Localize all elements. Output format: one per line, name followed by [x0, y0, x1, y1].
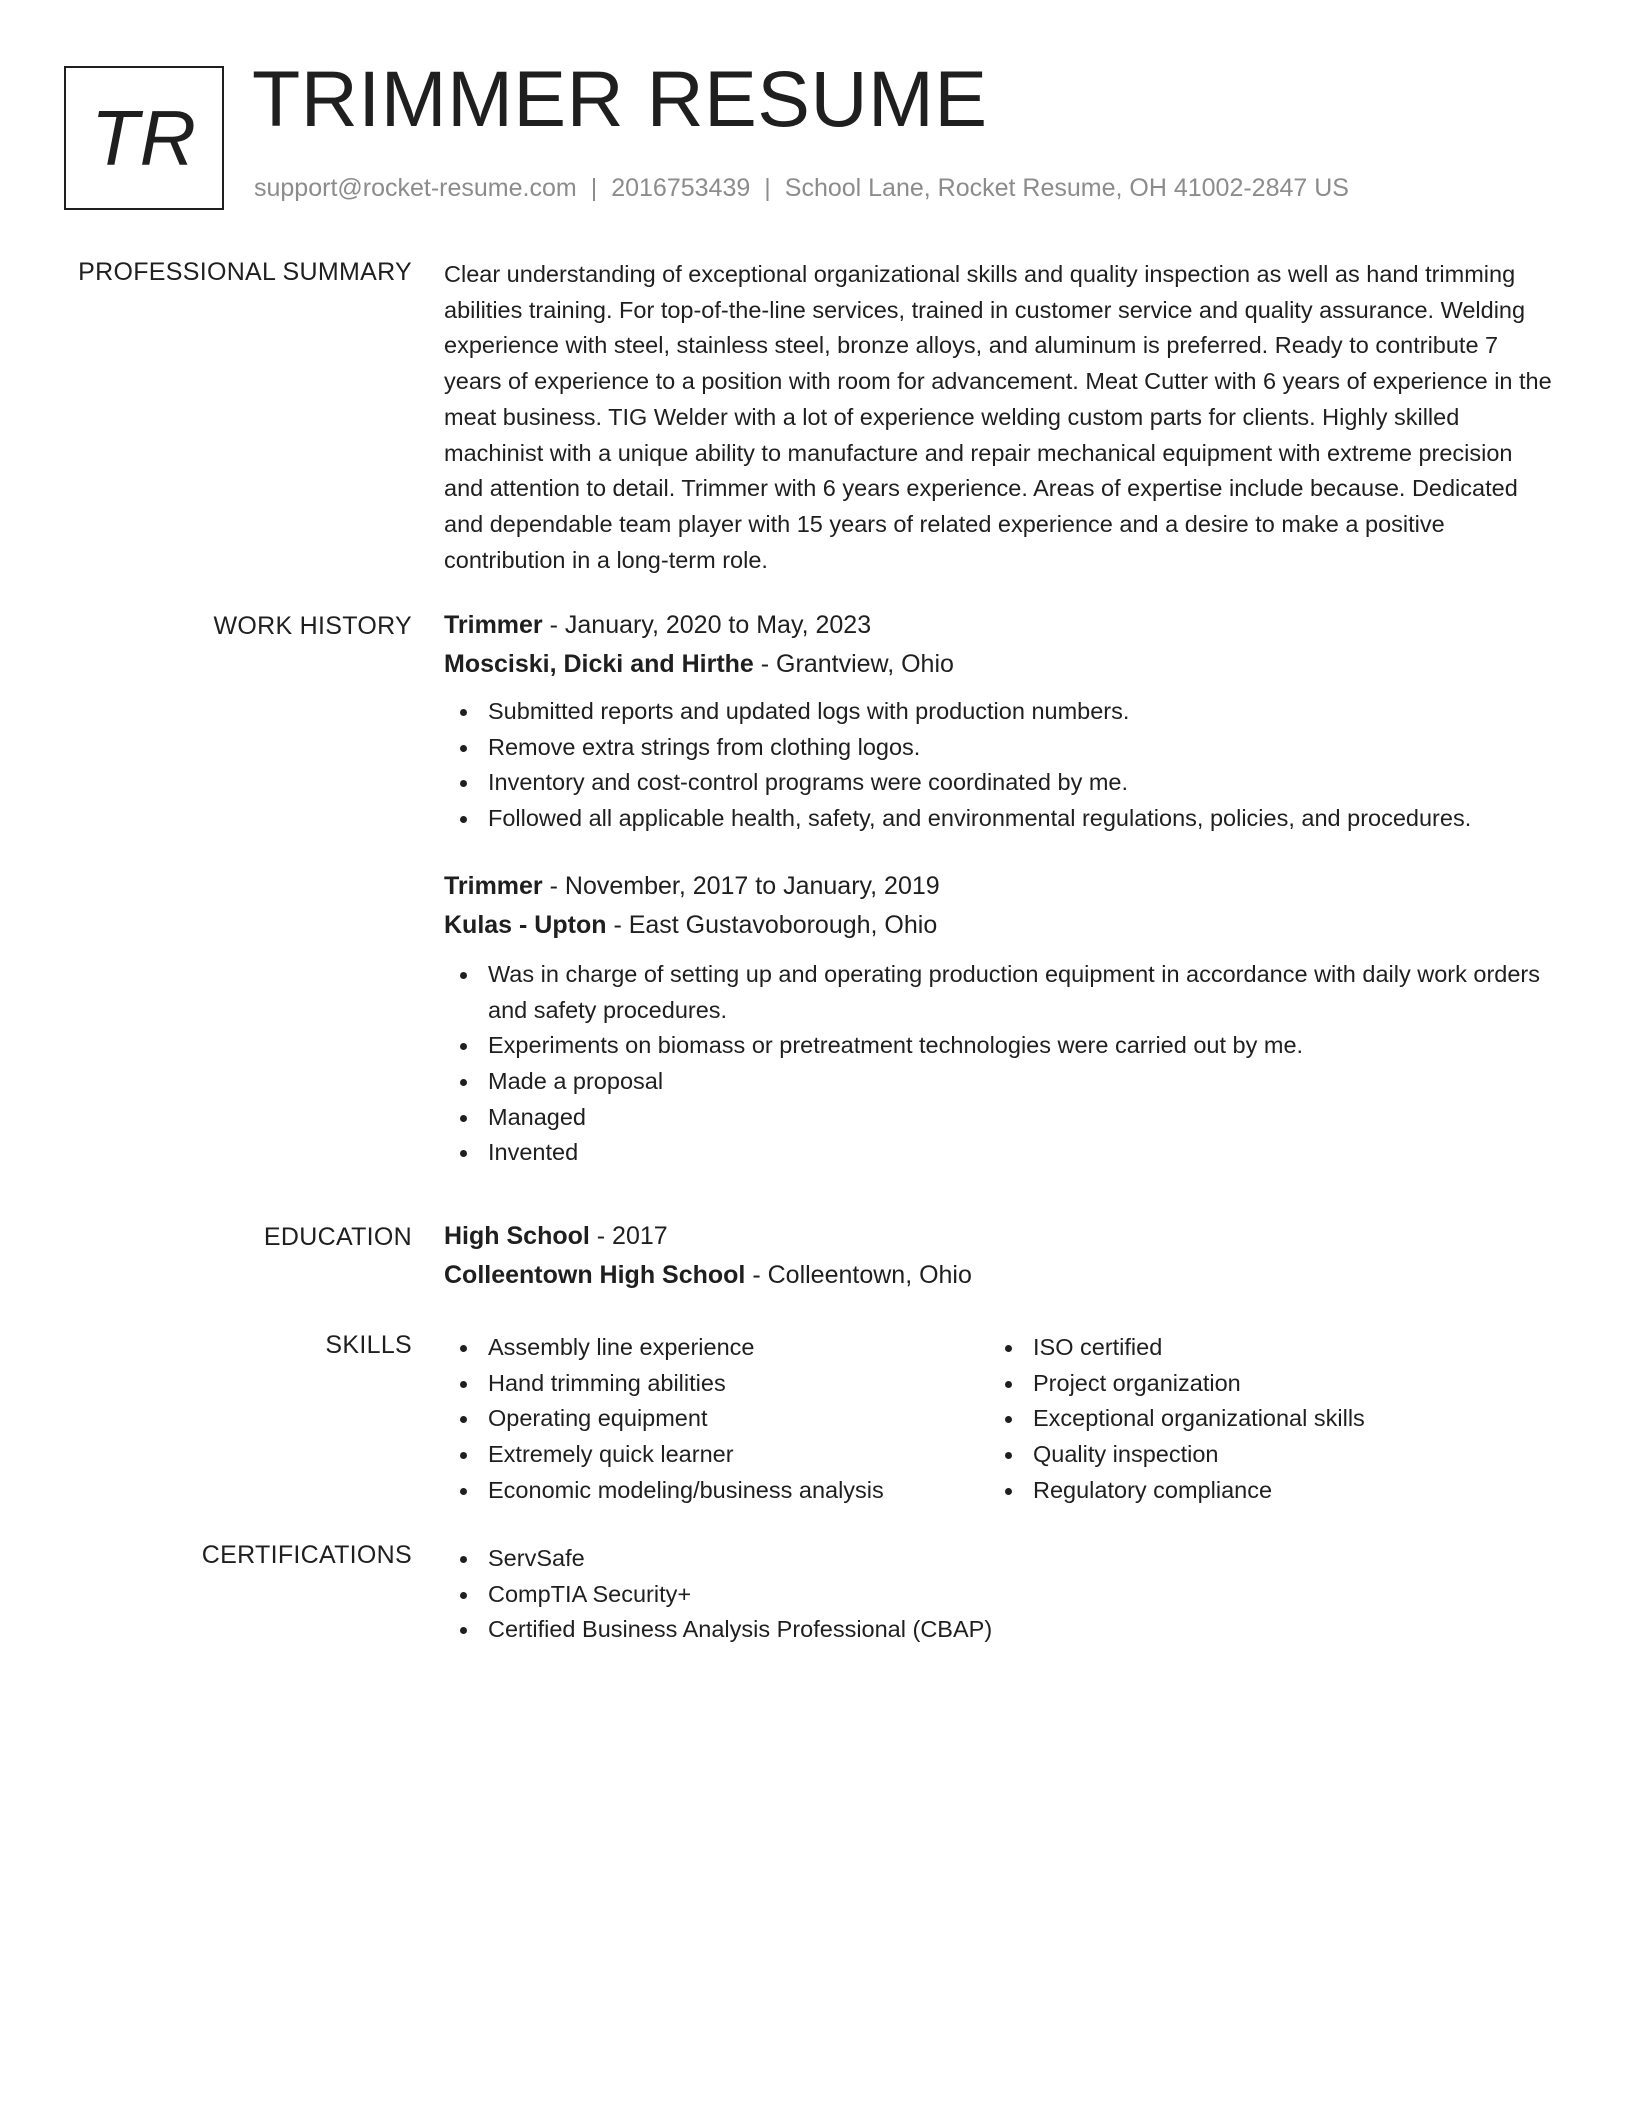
monogram-initials: TR [91, 93, 197, 182]
job-dates: - November, 2017 to January, 2019 [542, 871, 940, 900]
contact-email: support@rocket-resume.com [254, 174, 577, 202]
skill-item: Extremely quick learner [444, 1437, 989, 1473]
job-company: Mosciski, Dicki and Hirthe [444, 650, 754, 678]
skills-column-left [444, 1330, 989, 1509]
education-school: Colleentown High School [444, 1261, 746, 1289]
summary-text: Clear understanding of exceptional organizational skills and quality inspection as well as hand trimming abilities training. For top-of-the-line services, trained in customer service and quality assurance. Welding experience with steel, stainless steel, bronze alloys, and aluminum is preferred. Ready to contribute 7 years of experience to a position with room for advancement. Meat Cutter with 6 years of experience in the meat business. TIG Welder with a lot of experience welding custom parts for clients. Highly skilled machinist with a unique ability to manufacture and repair mechanical equipment with extreme precision and attention to detail. Trimmer with 6 years experience. Areas of expertise include because. Dedicated and dependable team player with 15 years of related experience and a desire to make a positive contribution in a long-term role. [444, 261, 1552, 573]
education-year: - 2017 [589, 1222, 668, 1250]
job-company-line [444, 906, 1554, 945]
list-item: Managed [444, 1100, 1554, 1136]
job-title-line [444, 606, 1554, 645]
section-label: CERTIFICATIONS [201, 1541, 412, 1569]
work-history-body [444, 612, 1554, 1171]
section-label: EDUCATION [263, 1223, 412, 1251]
job-location: - East Gustavoborough, Ohio [606, 910, 938, 939]
resume-name: TRIMMER RESUME [252, 54, 988, 143]
list-item: Was in charge of setting up and operating production equipment in accordance with daily work orders and safety procedures. [444, 957, 1554, 1028]
certifications-body [444, 1541, 1554, 1648]
skill-item: ISO certified [989, 1330, 1534, 1366]
certification-item: ServSafe [444, 1541, 1554, 1577]
job-title: Trimmer [444, 871, 543, 900]
certification-item: CompTIA Security+ [444, 1577, 1554, 1613]
job-bullets [444, 957, 1554, 1171]
skill-item: Exceptional organizational skills [989, 1401, 1534, 1437]
list-item: Made a proposal [444, 1064, 1554, 1100]
contact-separator: | [590, 174, 598, 202]
monogram-box [64, 66, 224, 210]
list-item: Remove extra strings from clothing logos. [444, 730, 1554, 766]
certifications-list [444, 1541, 1554, 1648]
job-title: Trimmer [444, 611, 543, 639]
job-dates: - January, 2020 to May, 2023 [542, 611, 872, 639]
section-label: PROFESSIONAL SUMMARY [78, 258, 412, 286]
education-degree-line [444, 1217, 1554, 1256]
skill-item: Regulatory compliance [989, 1473, 1534, 1509]
skill-item: Project organization [989, 1366, 1534, 1402]
education-school-line [444, 1256, 1554, 1295]
education-body [444, 1217, 1554, 1295]
skills-column-right [989, 1330, 1534, 1509]
skills-grid [444, 1330, 1554, 1509]
contact-separator: | [764, 174, 771, 202]
certification-item: Certified Business Analysis Professional (CBAP) [444, 1612, 1554, 1648]
skill-item: Quality inspection [989, 1437, 1534, 1473]
job-entry [444, 867, 1554, 1171]
job-company-line [444, 645, 1554, 684]
job-company: Kulas - Upton [444, 910, 607, 939]
job-entry [444, 606, 1554, 837]
list-item: Followed all applicable health, safety, and environmental regulations, policies, and procedures. [444, 801, 1554, 837]
job-location: - Grantview, Ohio [753, 650, 954, 678]
list-item: Invented [444, 1135, 1554, 1171]
skill-item: Hand trimming abilities [444, 1366, 989, 1402]
contact-phone: 2016753439 [611, 174, 751, 202]
job-title-line [444, 867, 1554, 906]
section-label: SKILLS [325, 1331, 412, 1359]
list-item: Submitted reports and updated logs with production numbers. [444, 694, 1554, 730]
list-item: Inventory and cost-control programs were coordinated by me. [444, 765, 1554, 801]
skill-item: Economic modeling/business analysis [444, 1473, 989, 1509]
contact-address: School Lane, Rocket Resume, OH 41002-2847 US [784, 174, 1349, 202]
education-degree: High School [444, 1222, 590, 1250]
skill-item: Assembly line experience [444, 1330, 989, 1366]
skill-item: Operating equipment [444, 1401, 989, 1437]
section-label: WORK HISTORY [213, 612, 412, 640]
job-bullets [444, 694, 1554, 837]
list-item: Experiments on biomass or pretreatment technologies were carried out by me. [444, 1028, 1554, 1064]
education-location: - Colleentown, Ohio [745, 1261, 972, 1289]
contact-line [254, 174, 1349, 203]
